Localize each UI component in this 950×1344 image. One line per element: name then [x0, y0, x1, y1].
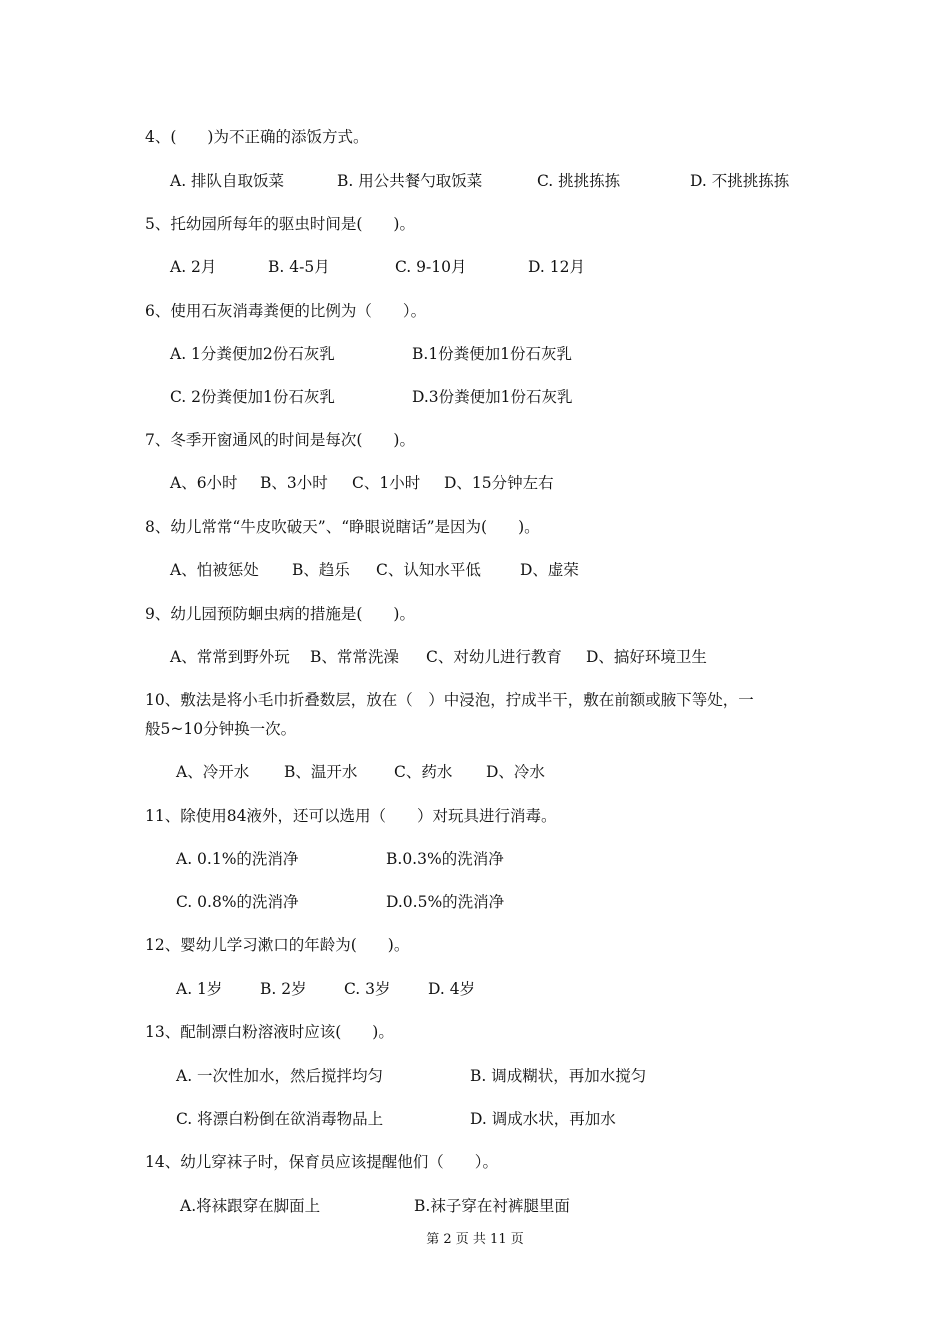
question-10-option-c: C、药水	[394, 763, 453, 781]
question-12-option-d: D. 4岁	[428, 980, 476, 998]
question-12-stem: 12、婴幼儿学习漱口的年龄为( )。	[145, 936, 410, 954]
question-11-option-a: A. 0.1%的洗消净	[176, 850, 299, 868]
question-9-option-d: D、搞好环境卫生	[586, 648, 707, 666]
question-5-option-d: D. 12月	[528, 258, 585, 276]
question-13-option-c: C. 将漂白粉倒在欲消毒物品上	[176, 1110, 384, 1128]
question-7-stem: 7、冬季开窗通风的时间是每次( )。	[145, 431, 415, 449]
question-10-stem: 10、敷法是将小毛巾折叠数层，放在（ ）中浸泡，拧成半干，敷在前额或腋下等处，一	[145, 691, 754, 709]
question-7-option-b: B、3小时	[260, 474, 328, 492]
question-11-option-d: D.0.5%的洗消净	[386, 893, 505, 911]
question-5-option-a: A. 2月	[170, 258, 217, 276]
question-12-option-a: A. 1岁	[176, 980, 223, 998]
question-4-stem: 4、( )为不正确的添饭方式。	[145, 128, 369, 146]
question-13-option-d: D. 调成水状，再加水	[470, 1110, 616, 1128]
question-6-option-a: A. 1分粪便加2份石灰乳	[170, 345, 335, 363]
question-6-option-d: D.3份粪便加1份石灰乳	[412, 388, 573, 406]
question-7-option-d: D、15分钟左右	[444, 474, 554, 492]
question-10-option-b: B、温开水	[284, 763, 358, 781]
question-8-option-a: A、怕被惩处	[170, 561, 259, 579]
question-13-stem: 13、配制漂白粉溶液时应该( )。	[145, 1023, 394, 1041]
question-8-stem: 8、幼儿常常“牛皮吹破天”、“睁眼说瞎话”是因为( )。	[145, 518, 540, 536]
question-4-option-a: A. 排队自取饭菜	[170, 172, 285, 190]
question-4-option-d: D. 不挑挑拣拣	[690, 172, 790, 190]
question-9-stem: 9、幼儿园预防蛔虫病的措施是( )。	[145, 605, 415, 623]
question-8-option-d: D、虚荣	[520, 561, 579, 579]
question-4-option-c: C. 挑挑拣拣	[537, 172, 621, 190]
question-12-option-b: B. 2岁	[260, 980, 307, 998]
question-9-option-a: A、常常到野外玩	[170, 648, 290, 666]
question-11-option-b: B.0.3%的洗消净	[386, 850, 504, 868]
page-number: 第 2 页 共 11 页	[426, 1232, 524, 1247]
question-9-option-c: C、对幼儿进行教育	[426, 648, 562, 666]
question-6-option-c: C. 2份粪便加1份石灰乳	[170, 388, 335, 406]
question-10-option-a: A、冷开水	[176, 763, 250, 781]
question-14-stem: 14、幼儿穿袜子时，保育员应该提醒他们（ ）。	[145, 1153, 498, 1171]
question-14-option-b: B.袜子穿在衬裤腿里面	[414, 1197, 570, 1215]
question-5-option-c: C. 9-10月	[395, 258, 467, 276]
question-11-option-c: C. 0.8%的洗消净	[176, 893, 299, 911]
question-4-option-b: B. 用公共餐勺取饭菜	[337, 172, 483, 190]
question-7-option-a: A、6小时	[170, 474, 238, 492]
question-12-option-c: C. 3岁	[344, 980, 391, 998]
question-5-stem: 5、托幼园所每年的驱虫时间是( )。	[145, 215, 415, 233]
question-6-option-b: B.1份粪便加1份石灰乳	[412, 345, 573, 363]
question-8-option-b: B、趋乐	[292, 561, 350, 579]
question-13-option-b: B. 调成糊状，再加水搅匀	[470, 1067, 647, 1085]
question-8-option-c: C、认知水平低	[376, 561, 481, 579]
question-10-stem-continued: 般5~10分钟换一次。	[145, 720, 297, 738]
question-7-option-c: C、1小时	[352, 474, 421, 492]
question-11-stem: 11、除使用84液外，还可以选用（ ）对玩具进行消毒。	[145, 807, 557, 825]
question-9-option-b: B、常常洗澡	[310, 648, 399, 666]
question-14-option-a: A.将袜跟穿在脚面上	[180, 1197, 321, 1215]
question-5-option-b: B. 4-5月	[268, 258, 330, 276]
question-13-option-a: A. 一次性加水，然后搅拌均匀	[176, 1067, 384, 1085]
question-6-stem: 6、使用石灰消毒粪便的比例为（ ）。	[145, 302, 427, 320]
question-10-option-d: D、冷水	[486, 763, 545, 781]
